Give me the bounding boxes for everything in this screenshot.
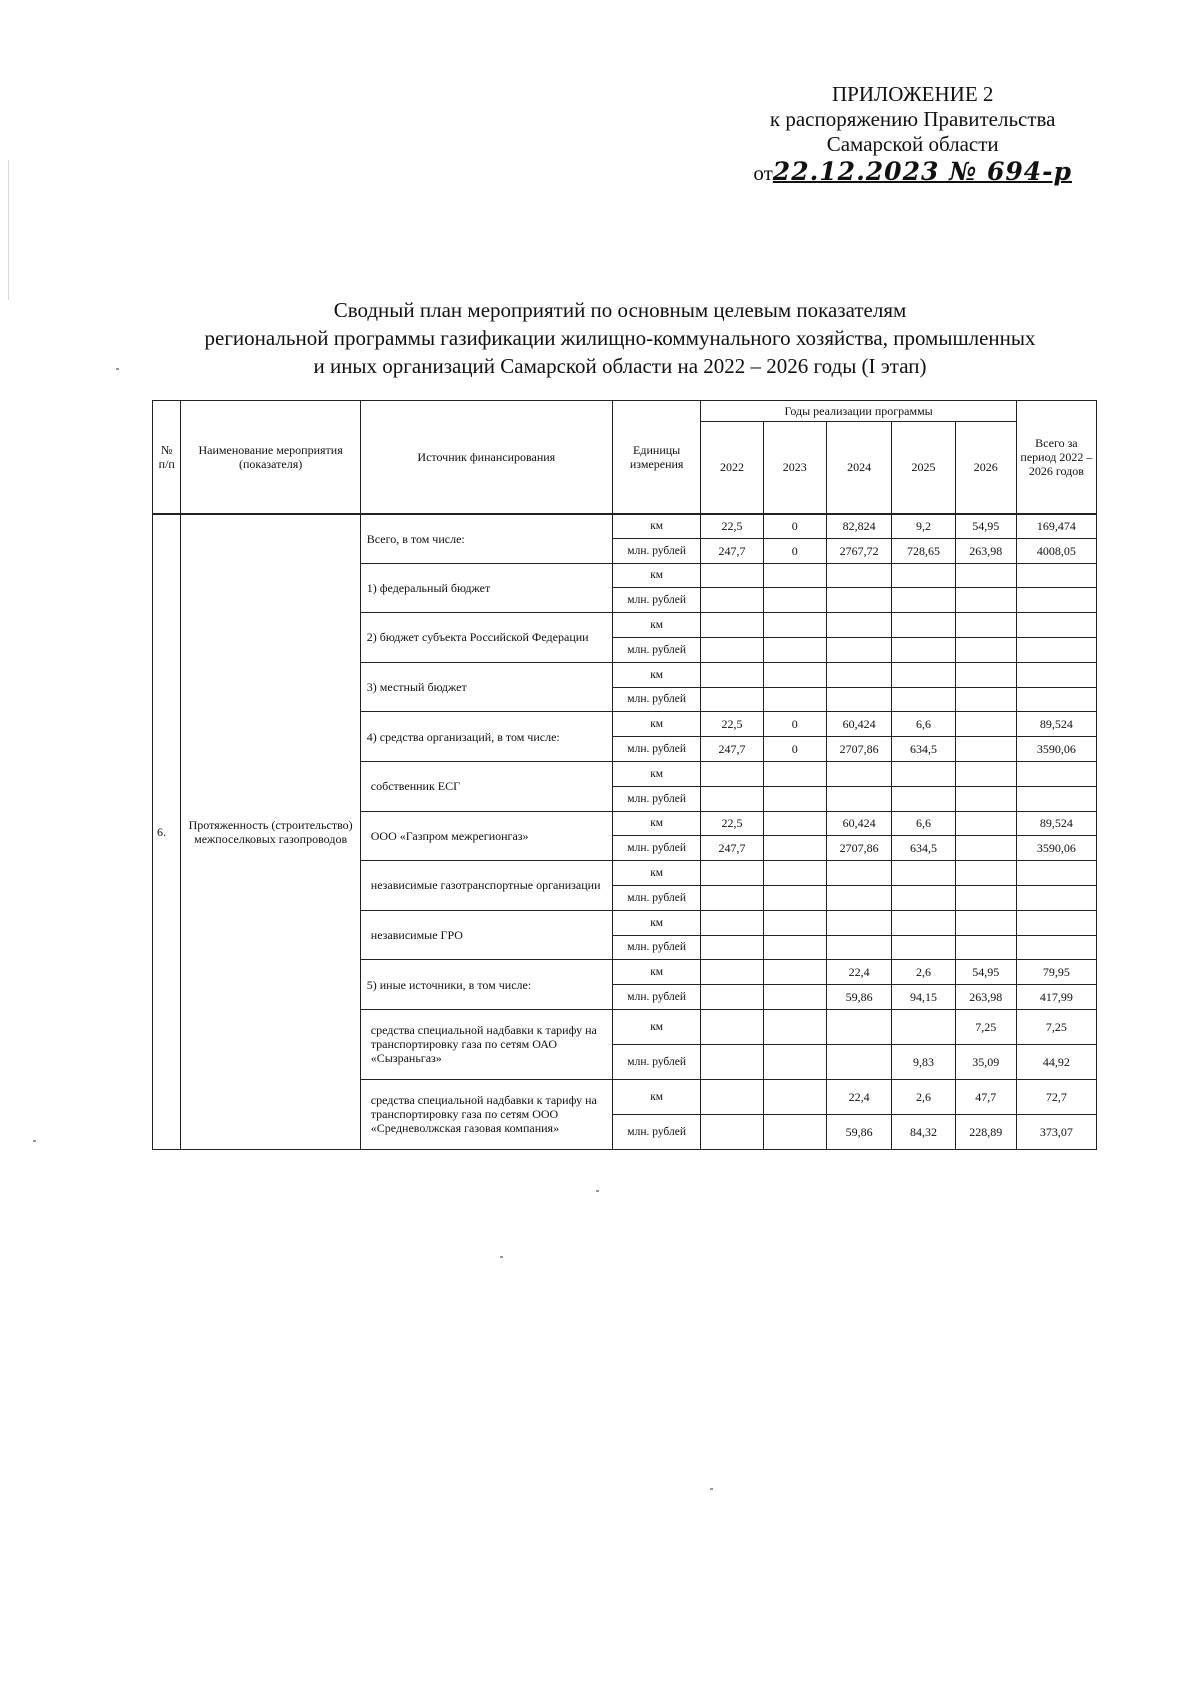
- value-cell: 634,5: [892, 737, 955, 762]
- item-name: Протяженность (строительство) межпоселковых газопроводов: [181, 514, 360, 1150]
- value-cell: 44,92: [1016, 1044, 1096, 1079]
- value-cell: 9,2: [892, 514, 955, 539]
- value-cell: 373,07: [1016, 1114, 1096, 1149]
- value-cell: [763, 861, 826, 886]
- value-cell: [826, 563, 891, 588]
- value-cell: 54,95: [955, 514, 1016, 539]
- title-line-1: Сводный план мероприятий по основным целевым показателям: [333, 298, 907, 322]
- value-cell: [763, 910, 826, 935]
- value-cell: 247,7: [701, 836, 763, 861]
- header-years-group: Годы реализации программы: [701, 401, 1016, 422]
- value-cell: [1016, 910, 1096, 935]
- value-cell: 7,25: [955, 1009, 1016, 1044]
- source-syzrangaz: средства специальной надбавки к тарифу на транспортировку газа по сетям ОАО «Сызраньгаз»: [360, 1009, 612, 1079]
- scan-speck: [596, 1190, 599, 1192]
- value-cell: 72,7: [1016, 1079, 1096, 1114]
- value-cell: [763, 811, 826, 836]
- value-cell: [955, 811, 1016, 836]
- value-cell: [955, 737, 1016, 762]
- source-esg-owner: собственник ЕСГ: [360, 761, 612, 811]
- value-cell: [763, 637, 826, 662]
- value-cell: [763, 836, 826, 861]
- value-cell: [763, 960, 826, 985]
- value-cell: [826, 662, 891, 687]
- header-year-2022: 2022: [701, 422, 763, 514]
- source-federal: 1) федеральный бюджет: [360, 563, 612, 613]
- value-cell: 47,7: [955, 1079, 1016, 1114]
- unit-cell: км: [612, 861, 701, 886]
- order-date-number: [753, 159, 1072, 186]
- scan-speck: [710, 1488, 713, 1490]
- unit-cell: млн. рублей: [612, 637, 701, 662]
- value-cell: 247,7: [701, 737, 763, 762]
- value-cell: [826, 613, 891, 638]
- header-name: Наименование мероприятия (показателя): [181, 401, 360, 514]
- value-cell: 22,5: [701, 811, 763, 836]
- appendix-number: ПРИЛОЖЕНИЕ 2: [831, 82, 994, 106]
- scan-speck: [116, 368, 119, 370]
- value-cell: [826, 885, 891, 910]
- source-other: 5) иные источники, в том числе:: [360, 960, 612, 1010]
- value-cell: 228,89: [955, 1114, 1016, 1149]
- value-cell: [955, 761, 1016, 786]
- header-source: Источник финансирования: [360, 401, 612, 514]
- scan-speck: [500, 1256, 503, 1258]
- value-cell: 2,6: [892, 960, 955, 985]
- value-cell: [763, 985, 826, 1010]
- value-cell: 169,474: [1016, 514, 1096, 539]
- value-cell: [826, 861, 891, 886]
- value-cell: [701, 637, 763, 662]
- value-cell: [1016, 687, 1096, 712]
- value-cell: 60,424: [826, 811, 891, 836]
- value-cell: [701, 985, 763, 1010]
- value-cell: [892, 1009, 955, 1044]
- value-cell: [701, 935, 763, 960]
- unit-cell: млн. рублей: [612, 687, 701, 712]
- value-cell: [892, 935, 955, 960]
- value-cell: [826, 588, 891, 613]
- table-header-row: [153, 401, 1097, 422]
- value-cell: 82,824: [826, 514, 891, 539]
- value-cell: 60,424: [826, 712, 891, 737]
- value-cell: [955, 910, 1016, 935]
- value-cell: 59,86: [826, 1114, 891, 1149]
- value-cell: [701, 910, 763, 935]
- value-cell: [701, 960, 763, 985]
- source-gazprom: ООО «Газпром межрегионгаз»: [360, 811, 612, 861]
- value-cell: 89,524: [1016, 811, 1096, 836]
- value-cell: [1016, 761, 1096, 786]
- value-cell: [892, 761, 955, 786]
- source-independent-gro: независимые ГРО: [360, 910, 612, 960]
- value-cell: [763, 885, 826, 910]
- order-date-prefix: от: [753, 161, 773, 185]
- value-cell: 263,98: [955, 985, 1016, 1010]
- value-cell: [763, 1044, 826, 1079]
- value-cell: [955, 687, 1016, 712]
- value-cell: 2,6: [892, 1079, 955, 1114]
- value-cell: [955, 588, 1016, 613]
- value-cell: 7,25: [1016, 1009, 1096, 1044]
- value-cell: [826, 910, 891, 935]
- value-cell: [955, 935, 1016, 960]
- value-cell: [955, 885, 1016, 910]
- title-line-3: и иных организаций Самарской области на 2022 – 2026 годы (I этап): [313, 354, 927, 378]
- value-cell: [763, 588, 826, 613]
- unit-cell: км: [612, 514, 701, 539]
- appendix-region: Самарской области: [826, 132, 999, 156]
- unit-cell: млн. рублей: [612, 885, 701, 910]
- value-cell: 94,15: [892, 985, 955, 1010]
- value-cell: [701, 1079, 763, 1114]
- header-total: Всего за период 2022 – 2026 годов: [1016, 401, 1096, 514]
- value-cell: 263,98: [955, 538, 1016, 563]
- header-year-2023: 2023: [763, 422, 826, 514]
- value-cell: [763, 1114, 826, 1149]
- value-cell: [826, 687, 891, 712]
- value-cell: [763, 1009, 826, 1044]
- value-cell: [1016, 588, 1096, 613]
- source-regional: 2) бюджет субъекта Российской Федерации: [360, 613, 612, 663]
- source-total: Всего, в том числе:: [360, 514, 612, 564]
- value-cell: [1016, 861, 1096, 886]
- value-cell: 728,65: [892, 538, 955, 563]
- value-cell: [1016, 786, 1096, 811]
- value-cell: [701, 1114, 763, 1149]
- value-cell: 79,95: [1016, 960, 1096, 985]
- value-cell: 247,7: [701, 538, 763, 563]
- header-year-2025: 2025: [892, 422, 955, 514]
- value-cell: 417,99: [1016, 985, 1096, 1010]
- value-cell: [1016, 935, 1096, 960]
- unit-cell: км: [612, 811, 701, 836]
- appendix-header: [753, 82, 1072, 186]
- unit-cell: млн. рублей: [612, 588, 701, 613]
- value-cell: [826, 1009, 891, 1044]
- value-cell: [763, 786, 826, 811]
- value-cell: 0: [763, 712, 826, 737]
- value-cell: [701, 861, 763, 886]
- unit-cell: млн. рублей: [612, 1114, 701, 1149]
- unit-cell: млн. рублей: [612, 985, 701, 1010]
- value-cell: [1016, 563, 1096, 588]
- value-cell: [763, 662, 826, 687]
- value-cell: [955, 563, 1016, 588]
- value-cell: [701, 662, 763, 687]
- title-line-2: региональной программы газификации жилищно-коммунального хозяйства, промышленных: [204, 326, 1036, 350]
- value-cell: 84,32: [892, 1114, 955, 1149]
- unit-cell: млн. рублей: [612, 836, 701, 861]
- value-cell: [955, 786, 1016, 811]
- value-cell: 0: [763, 538, 826, 563]
- value-cell: [1016, 885, 1096, 910]
- value-cell: 22,4: [826, 1079, 891, 1114]
- row-number: 6.: [153, 514, 181, 1150]
- unit-cell: млн. рублей: [612, 786, 701, 811]
- value-cell: [955, 613, 1016, 638]
- value-cell: [1016, 613, 1096, 638]
- value-cell: 0: [763, 514, 826, 539]
- value-cell: [892, 885, 955, 910]
- value-cell: [701, 786, 763, 811]
- value-cell: [892, 910, 955, 935]
- value-cell: [1016, 662, 1096, 687]
- source-srednevolzhskaya: средства специальной надбавки к тарифу на транспортировку газа по сетям ООО «Средневолжская газовая компания»: [360, 1079, 612, 1149]
- value-cell: 6,6: [892, 811, 955, 836]
- value-cell: [955, 836, 1016, 861]
- value-cell: [826, 935, 891, 960]
- value-cell: [763, 563, 826, 588]
- value-cell: [892, 786, 955, 811]
- plan-table: [152, 400, 1097, 1150]
- value-cell: [701, 1009, 763, 1044]
- value-cell: 3590,06: [1016, 836, 1096, 861]
- document-title: [140, 296, 1100, 380]
- value-cell: [892, 613, 955, 638]
- value-cell: [826, 786, 891, 811]
- source-local: 3) местный бюджет: [360, 662, 612, 712]
- value-cell: 35,09: [955, 1044, 1016, 1079]
- value-cell: 22,5: [701, 514, 763, 539]
- value-cell: [955, 637, 1016, 662]
- unit-cell: млн. рублей: [612, 538, 701, 563]
- value-cell: 4008,05: [1016, 538, 1096, 563]
- value-cell: 0: [763, 737, 826, 762]
- value-cell: [701, 761, 763, 786]
- value-cell: [701, 885, 763, 910]
- value-cell: [892, 588, 955, 613]
- value-cell: [763, 935, 826, 960]
- value-cell: [892, 687, 955, 712]
- value-cell: [892, 662, 955, 687]
- source-independent-transport: независимые газотранспортные организации: [360, 861, 612, 911]
- value-cell: [892, 861, 955, 886]
- value-cell: [763, 1079, 826, 1114]
- value-cell: [955, 861, 1016, 886]
- unit-cell: км: [612, 1009, 701, 1044]
- unit-cell: млн. рублей: [612, 737, 701, 762]
- value-cell: 9,83: [892, 1044, 955, 1079]
- scan-edge-line: [8, 160, 9, 300]
- unit-cell: км: [612, 960, 701, 985]
- value-cell: 22,4: [826, 960, 891, 985]
- unit-cell: км: [612, 613, 701, 638]
- value-cell: [826, 761, 891, 786]
- value-cell: [1016, 637, 1096, 662]
- unit-cell: км: [612, 712, 701, 737]
- value-cell: [701, 1044, 763, 1079]
- unit-cell: млн. рублей: [612, 1044, 701, 1079]
- value-cell: 2707,86: [826, 836, 891, 861]
- unit-cell: км: [612, 761, 701, 786]
- unit-cell: км: [612, 910, 701, 935]
- value-cell: 22,5: [701, 712, 763, 737]
- value-cell: 3590,06: [1016, 737, 1096, 762]
- header-num: № п/п: [153, 401, 181, 514]
- unit-cell: млн. рублей: [612, 935, 701, 960]
- value-cell: [701, 588, 763, 613]
- value-cell: [763, 687, 826, 712]
- value-cell: [955, 662, 1016, 687]
- value-cell: 2767,72: [826, 538, 891, 563]
- scan-speck: [33, 1140, 36, 1142]
- value-cell: [892, 637, 955, 662]
- source-organizations: 4) средства организаций, в том числе:: [360, 712, 612, 762]
- value-cell: [763, 761, 826, 786]
- table-row: [153, 514, 1097, 539]
- value-cell: [826, 637, 891, 662]
- handwritten-date-number: 22.12.2023 № 694-р: [772, 157, 1072, 186]
- header-year-2026: 2026: [955, 422, 1016, 514]
- value-cell: 6,6: [892, 712, 955, 737]
- value-cell: [701, 687, 763, 712]
- value-cell: 54,95: [955, 960, 1016, 985]
- value-cell: [701, 613, 763, 638]
- header-units: Единицы измерения: [612, 401, 701, 514]
- appendix-order-ref: к распоряжению Правительства: [769, 107, 1056, 131]
- unit-cell: км: [612, 1079, 701, 1114]
- value-cell: [826, 1044, 891, 1079]
- value-cell: [892, 563, 955, 588]
- value-cell: 2707,86: [826, 737, 891, 762]
- header-year-2024: 2024: [826, 422, 891, 514]
- value-cell: 59,86: [826, 985, 891, 1010]
- value-cell: 89,524: [1016, 712, 1096, 737]
- unit-cell: км: [612, 662, 701, 687]
- value-cell: [955, 712, 1016, 737]
- unit-cell: км: [612, 563, 701, 588]
- value-cell: 634,5: [892, 836, 955, 861]
- value-cell: [763, 613, 826, 638]
- value-cell: [701, 563, 763, 588]
